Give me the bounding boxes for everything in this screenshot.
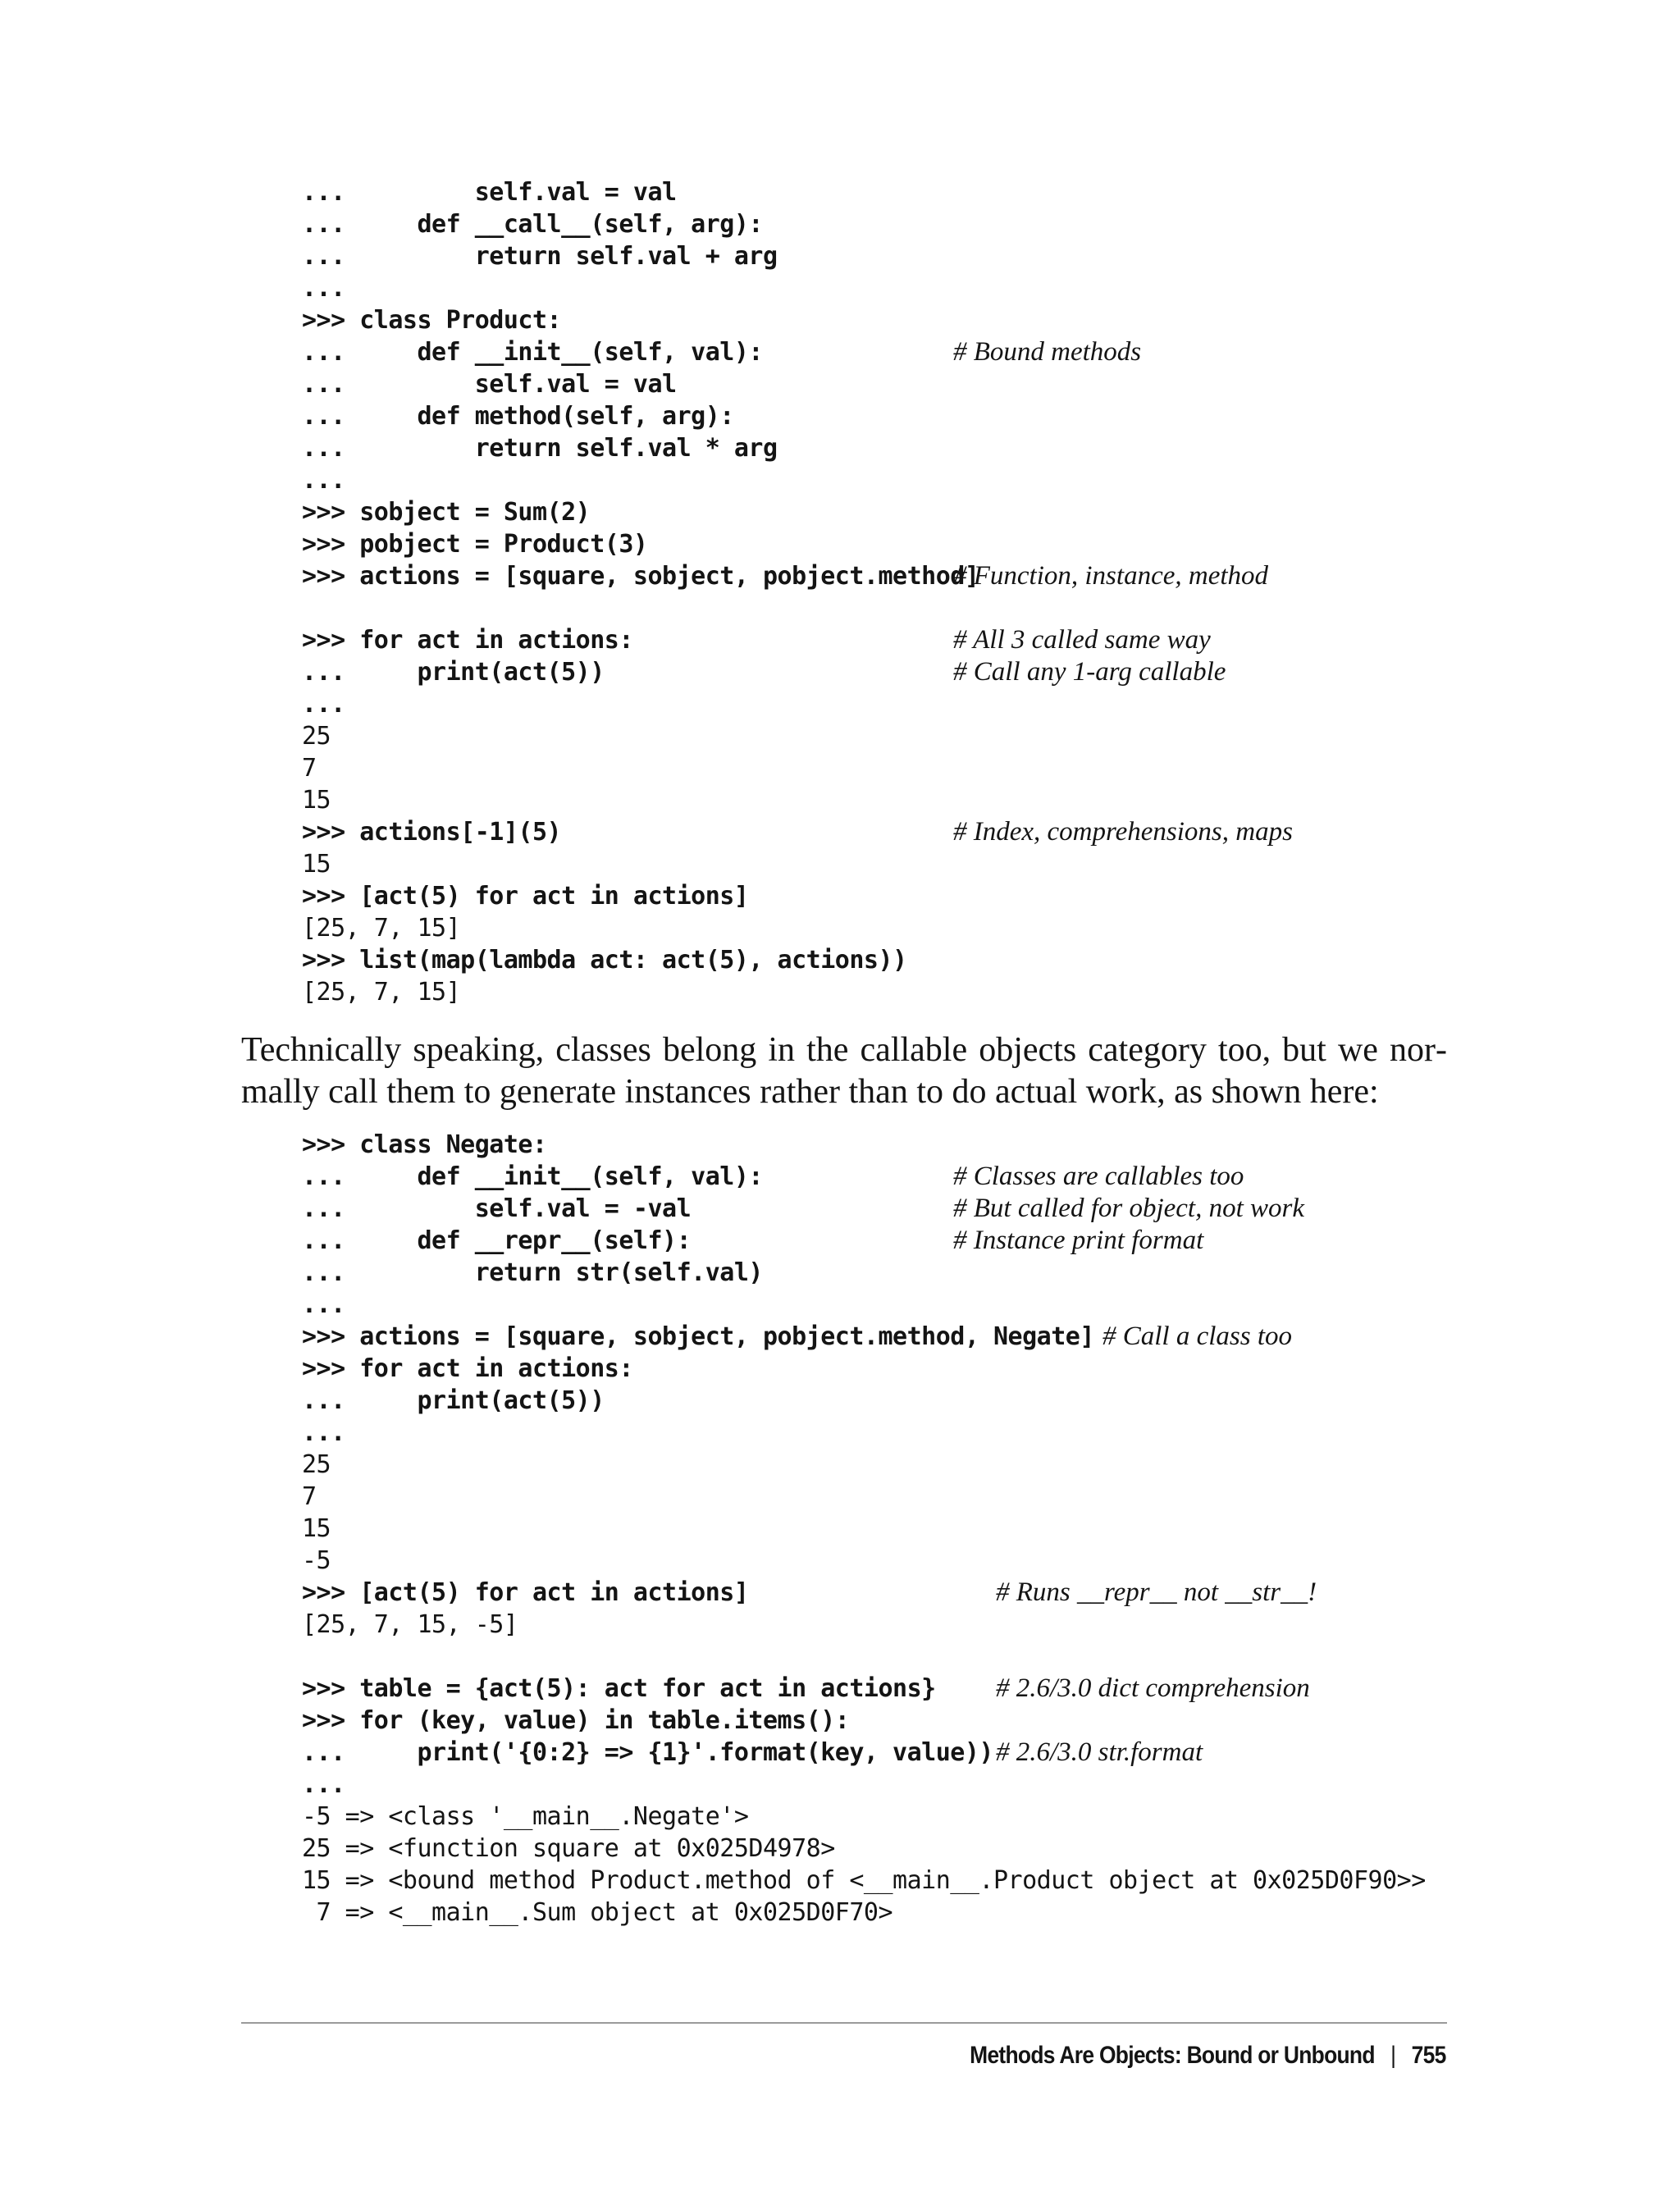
code-line	[302, 848, 979, 880]
code-text: >>> for act in actions:	[302, 626, 633, 655]
code-text: ... self.val = -val	[302, 1194, 692, 1223]
code-line	[302, 1641, 1426, 1673]
code-line	[302, 1193, 1426, 1225]
code-text: ... def __call__(self, arg):	[302, 210, 763, 239]
code-line	[302, 464, 979, 496]
code-line	[302, 1449, 1426, 1481]
code-line	[302, 496, 979, 528]
code-listing-classes-callable	[302, 1129, 1426, 1929]
code-text: [25, 7, 15, -5]	[302, 1610, 518, 1639]
code-text: >>> pobject = Product(3)	[302, 530, 648, 559]
code-line	[302, 1513, 1426, 1545]
code-comment: # Call a class too	[1102, 1322, 1293, 1351]
code-text: >>> list(map(lambda act: act(5), actions))	[302, 946, 907, 975]
code-text: ...	[302, 1290, 345, 1319]
code-text: ... print(act(5))	[302, 1386, 605, 1415]
code-text: ...	[302, 1770, 345, 1799]
code-text: >>> [act(5) for act in actions]	[302, 882, 749, 911]
code-line	[302, 1865, 1426, 1897]
code-comment: # Call any 1-arg callable	[953, 657, 1226, 687]
code-comment: # Function, instance, method	[953, 561, 1269, 591]
code-text: >>> class Negate:	[302, 1130, 547, 1159]
code-line	[302, 1161, 1426, 1193]
code-text: ... def method(self, arg):	[302, 402, 734, 431]
body-paragraph: Technically speaking, classes belong in the callable objects category too, but we normally call them to generate instances rather than to do actual work, as shown here:	[241, 1031, 1447, 1111]
code-text: [25, 7, 15]	[302, 978, 461, 1007]
code-text: ... return str(self.val)	[302, 1258, 763, 1287]
code-text: ... print(act(5))	[302, 658, 605, 687]
code-line	[302, 1705, 1426, 1737]
code-line	[302, 560, 1269, 592]
code-text: >>> actions[-1](5)	[302, 818, 562, 847]
code-text: ... def __init__(self, val):	[302, 338, 763, 367]
code-text: 7	[302, 754, 317, 783]
code-line	[302, 1769, 1426, 1801]
code-line	[302, 336, 1142, 368]
code-line	[302, 1321, 1426, 1353]
code-line	[302, 656, 1226, 688]
code-line	[302, 944, 979, 976]
code-line	[302, 1833, 1426, 1865]
code-line	[302, 688, 979, 720]
code-line	[302, 272, 979, 304]
code-line	[302, 1257, 1426, 1289]
code-line	[302, 624, 1211, 656]
code-text: >>> for act in actions:	[302, 1354, 633, 1383]
code-line	[302, 176, 979, 208]
code-comment: # Runs __repr__ not __str__!	[996, 1577, 1317, 1607]
code-comment: # Index, comprehensions, maps	[953, 817, 1293, 847]
code-text: 15 => <bound method Product.method of <__main__.Product object at 0x025D0F90>>	[302, 1866, 1426, 1895]
code-text: >>> actions = [square, sobject, pobject.method, Negate]	[302, 1322, 1094, 1351]
code-line	[302, 976, 979, 1008]
code-text: -5 => <class '__main__.Negate'>	[302, 1802, 749, 1831]
code-text: ...	[302, 1418, 345, 1447]
code-text: ...	[302, 274, 345, 303]
code-text: ...	[302, 690, 345, 719]
code-line	[302, 720, 979, 752]
code-text: 25 => <function square at 0x025D4978>	[302, 1834, 835, 1863]
code-text: ...	[302, 466, 345, 495]
code-line	[302, 1385, 1426, 1417]
code-text: [25, 7, 15]	[302, 914, 461, 943]
code-line	[302, 1609, 1426, 1641]
code-line	[302, 1545, 1426, 1577]
running-head: Methods Are Objects: Bound or Unbound	[970, 2042, 1376, 2069]
code-text: ... return self.val * arg	[302, 434, 778, 463]
code-text: -5	[302, 1546, 331, 1575]
code-text: >>> actions = [square, sobject, pobject.method]	[302, 562, 979, 591]
code-text: 7 => <__main__.Sum object at 0x025D0F70>	[302, 1898, 893, 1927]
code-comment: # 2.6/3.0 str.format	[996, 1737, 1203, 1767]
code-line	[302, 1129, 1426, 1161]
code-text: >>> table = {act(5): act for act in actions}	[302, 1674, 936, 1703]
code-line	[302, 592, 979, 624]
code-line	[302, 304, 979, 336]
code-line	[302, 1897, 1426, 1929]
code-text: 15	[302, 786, 331, 815]
code-line	[302, 1737, 1426, 1769]
code-listing-callables	[302, 176, 1293, 1008]
code-text: >>> for (key, value) in table.items():	[302, 1706, 850, 1735]
code-text: ... def __init__(self, val):	[302, 1162, 763, 1191]
code-text: ... return self.val + arg	[302, 242, 778, 271]
code-line	[302, 1481, 1426, 1513]
code-text: >>> class Product:	[302, 306, 562, 335]
code-text: >>> sobject = Sum(2)	[302, 498, 591, 527]
code-line	[302, 784, 979, 816]
code-text: 25	[302, 722, 331, 751]
code-line	[302, 1673, 1426, 1705]
code-text: 7	[302, 1482, 317, 1511]
code-comment: # All 3 called same way	[953, 625, 1211, 655]
code-line	[302, 1225, 1426, 1257]
code-line	[302, 1289, 1426, 1321]
code-comment: # Bound methods	[953, 337, 1142, 367]
code-line	[302, 752, 979, 784]
code-comment: # Classes are callables too	[953, 1162, 1244, 1191]
code-comment: # Instance print format	[953, 1226, 1204, 1255]
code-text: 15	[302, 1514, 331, 1543]
code-comment: # 2.6/3.0 dict comprehension	[996, 1673, 1310, 1703]
code-text: ... def __repr__(self):	[302, 1226, 692, 1255]
code-line	[302, 1801, 1426, 1833]
code-text: >>> [act(5) for act in actions]	[302, 1578, 749, 1607]
code-line	[302, 1417, 1426, 1449]
footer-divider	[241, 2022, 1447, 2024]
page-number: 755	[1412, 2042, 1446, 2069]
code-comment: # But called for object, not work	[953, 1194, 1305, 1223]
code-line	[302, 400, 979, 432]
code-line	[302, 208, 979, 240]
code-line	[302, 912, 979, 944]
page-footer	[970, 2039, 1446, 2072]
code-text: ... self.val = val	[302, 178, 677, 207]
code-line	[302, 368, 979, 400]
code-text: ... print('{0:2} => {1}'.format(key, value))	[302, 1738, 993, 1767]
code-line	[302, 880, 979, 912]
code-line	[302, 432, 979, 464]
code-line	[302, 1577, 1426, 1609]
footer-separator: |	[1390, 2042, 1396, 2069]
code-line	[302, 1353, 1426, 1385]
code-text: 15	[302, 850, 331, 879]
code-text: ... self.val = val	[302, 370, 677, 399]
code-line	[302, 816, 1293, 848]
code-text: 25	[302, 1450, 331, 1479]
code-line	[302, 528, 979, 560]
code-line	[302, 240, 979, 272]
